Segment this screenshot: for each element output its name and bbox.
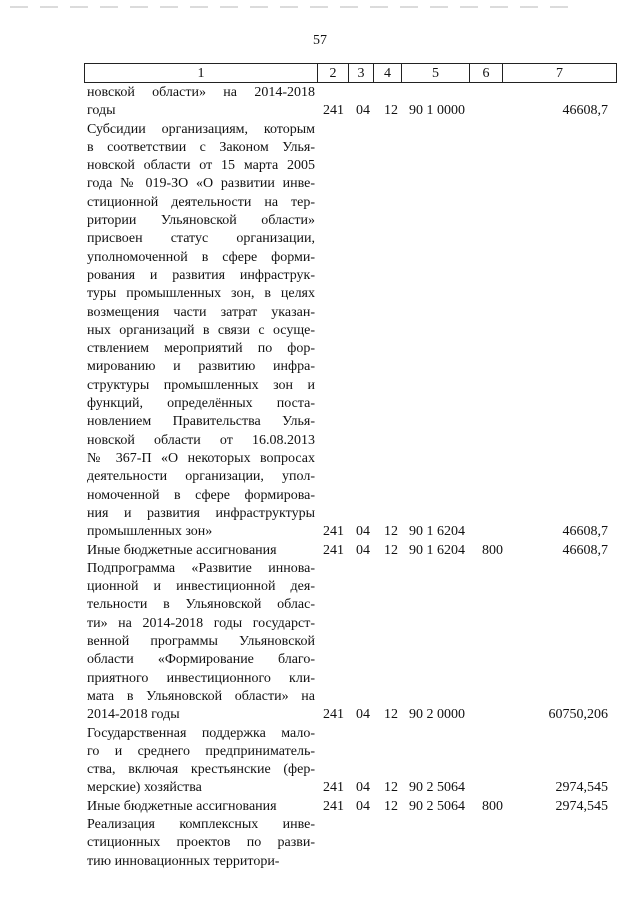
description-line: области «Формирование благо- [87, 652, 315, 668]
description-line: стиционных проектов по разви- [87, 835, 315, 851]
row-description [87, 542, 315, 560]
description-line: ния и развития инфраструктуры [87, 505, 315, 521]
description-line: ных организаций в связи с осуще- [87, 322, 315, 338]
cell-c6: 800 [482, 798, 503, 814]
description-line: Государственная поддержка мало- [87, 725, 315, 741]
cell-c2: 241 [323, 542, 344, 558]
row-description [87, 84, 315, 121]
cell-c3: 04 [356, 798, 370, 814]
page-number: 57 [313, 33, 327, 48]
description-line: Иные бюджетные ассигнования [87, 542, 277, 558]
cell-c7: 46608,7 [562, 542, 608, 558]
description-line: мированию и развитию инфра- [87, 359, 315, 375]
header-col-1: 1 [84, 63, 318, 83]
cell-c2: 241 [323, 780, 344, 796]
description-line: новской области» на 2014-2018 [87, 85, 315, 100]
description-line: номоченной в сфере формирова- [87, 487, 315, 503]
description-line: годы [87, 103, 116, 119]
description-line: возмещения части затрат указан- [87, 304, 315, 320]
cell-c2: 241 [323, 524, 344, 540]
description-line: функций, определённых поста- [87, 396, 315, 412]
row-description [87, 798, 315, 816]
description-line: ритории Ульяновской области» [87, 213, 315, 229]
header-col-2: 2 [318, 63, 349, 83]
cell-c5: 90 2 5064 [409, 798, 465, 814]
header-col-3: 3 [349, 63, 374, 83]
description-line: ционной и инвестиционной дея- [87, 579, 315, 595]
description-line: Иные бюджетные ассигнования [87, 798, 277, 814]
description-line: структуры промышленных зон и [87, 377, 315, 393]
description-line: Реализация комплексных инве- [87, 817, 315, 832]
cell-c3: 04 [356, 103, 370, 119]
header-col-6: 6 [470, 63, 503, 83]
description-line: 2014-2018 годы [87, 707, 180, 723]
description-line: туры промышленных зон, в целях [87, 286, 315, 302]
description-line: приятного инвестиционного кли- [87, 670, 315, 686]
scan-artifact [10, 6, 570, 8]
cell-c5: 90 1 6204 [409, 524, 465, 540]
description-line: тию инновационных территори- [87, 853, 280, 869]
cell-c2: 241 [323, 103, 344, 119]
description-line: присвоен статус организации, [87, 231, 315, 247]
description-line: рования и развития инфраструк- [87, 267, 315, 283]
header-col-4: 4 [374, 63, 402, 83]
row-description [87, 816, 315, 871]
header-col-7: 7 [503, 63, 617, 83]
description-line: промышленных зон» [87, 524, 213, 540]
description-line: новской области от 16.08.2013 [87, 432, 315, 448]
description-line: го и среднего предприниматель- [87, 743, 315, 759]
description-line: новской области от 15 марта 2005 [87, 158, 315, 174]
description-line: Подпрограмма «Развитие иннова- [87, 560, 315, 576]
cell-c4: 12 [384, 542, 398, 558]
cell-c4: 12 [384, 524, 398, 540]
description-line: новлением Правительства Улья- [87, 414, 315, 430]
cell-c5: 90 1 0000 [409, 103, 465, 119]
description-line: ства, включая крестьянские (фер- [87, 762, 315, 778]
cell-c5: 90 2 0000 [409, 707, 465, 723]
header-col-5: 5 [402, 63, 470, 83]
description-line: тельности в Ульяновской облас- [87, 597, 315, 613]
row-description [87, 725, 315, 798]
cell-c5: 90 1 6204 [409, 542, 465, 558]
cell-c5: 90 2 5064 [409, 780, 465, 796]
cell-c7: 2974,545 [555, 780, 608, 796]
cell-c7: 60750,206 [548, 707, 608, 723]
description-line: уполномоченной в сфере форми- [87, 249, 315, 265]
description-line: мерские) хозяйства [87, 780, 202, 796]
cell-c7: 46608,7 [562, 103, 608, 119]
cell-c4: 12 [384, 103, 398, 119]
cell-c2: 241 [323, 798, 344, 814]
description-line: № 367-П «О некоторых вопросах [87, 450, 315, 466]
description-line: Субсидии организациям, которым [87, 121, 315, 137]
description-line: года № 019-ЗО «О развитии инве- [87, 176, 315, 192]
cell-c3: 04 [356, 780, 370, 796]
cell-c6: 800 [482, 542, 503, 558]
description-line: ствлением мероприятий по фор- [87, 341, 315, 357]
cell-c4: 12 [384, 780, 398, 796]
description-line: в соответствии с Законом Улья- [87, 139, 315, 155]
cell-c3: 04 [356, 524, 370, 540]
description-line: мата в Ульяновской области» на [87, 688, 315, 704]
row-description [87, 121, 315, 542]
row-description [87, 560, 315, 725]
cell-c4: 12 [384, 707, 398, 723]
cell-c4: 12 [384, 798, 398, 814]
cell-c3: 04 [356, 707, 370, 723]
cell-c3: 04 [356, 542, 370, 558]
description-line: стиционной деятельности на тер- [87, 194, 315, 210]
cell-c7: 2974,545 [555, 798, 608, 814]
description-line: венной программы Ульяновской [87, 633, 315, 649]
description-line: деятельности организации, упол- [87, 469, 315, 485]
cell-c2: 241 [323, 707, 344, 723]
description-line: ти» на 2014-2018 годы государст- [87, 615, 315, 631]
cell-c7: 46608,7 [562, 524, 608, 540]
